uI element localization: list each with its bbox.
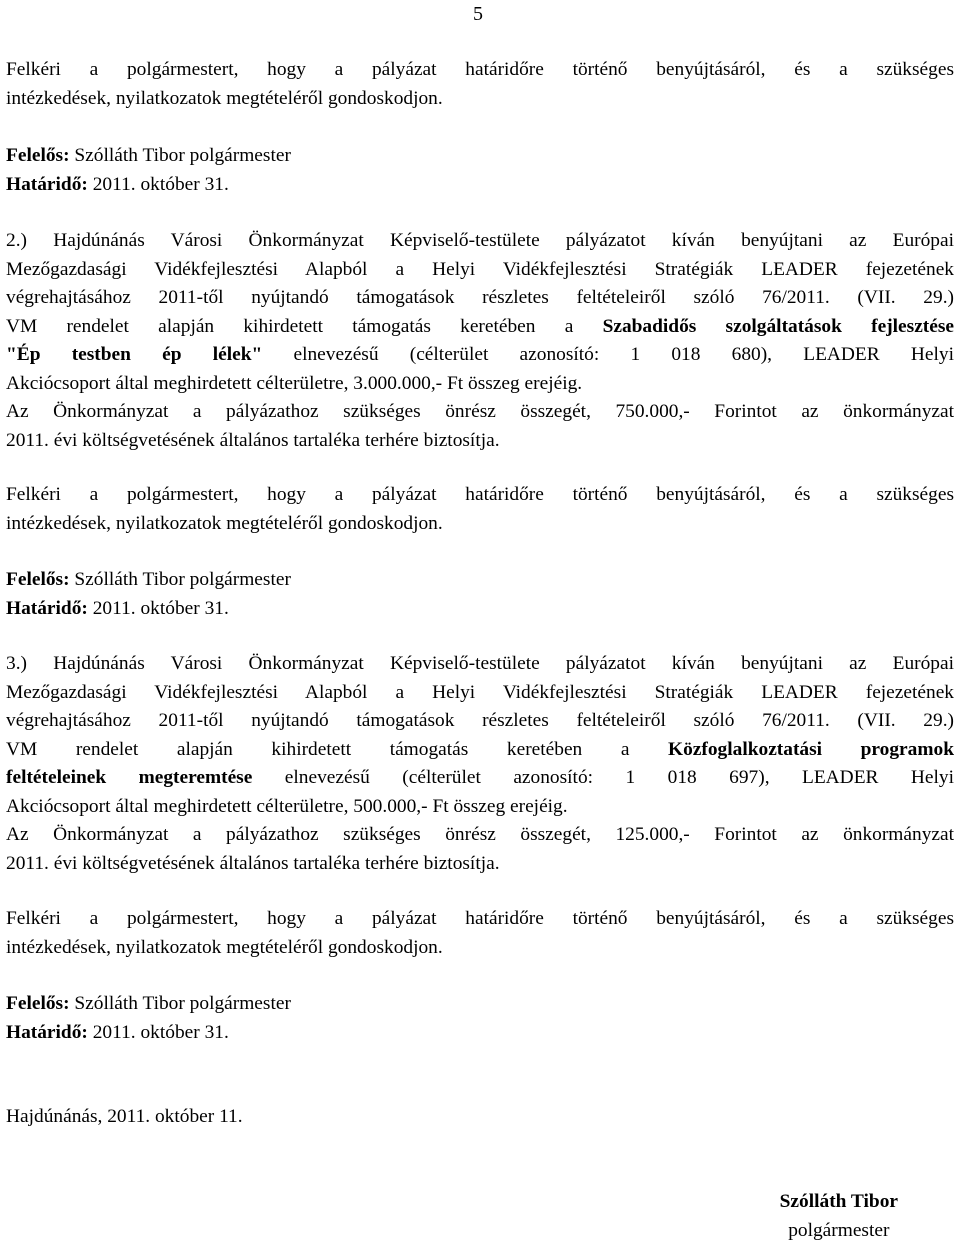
resolution-line: Akciócsoport által meghirdetett célterületre, 500.000,- Ft összeg erejéig. (6, 795, 568, 817)
responsible-value: Szólláth Tibor polgármester (74, 569, 291, 590)
request-line: intézkedések, nyilatkozatok megtételéről gondoskodjon. (6, 87, 443, 109)
resolution-line: "Ép testben ép lélek" elnevezésű (célterület azonosító: 1 018 680), LEADER Helyi (6, 344, 954, 365)
signature-name: Szólláth Tibor (779, 1191, 898, 1212)
resolution-line: végrehajtásához 2011-től nyújtandó támogatások részletes feltételeiről szóló 76/2011. (VII. 29.) (6, 710, 954, 731)
responsible-deadline-1 (6, 142, 954, 199)
project-title: "Ép testben ép lélek" (6, 344, 263, 365)
project-title: Közfoglalkoztatási programok (668, 738, 954, 760)
request-paragraph-3 (6, 905, 954, 962)
page-number: 5 (473, 3, 483, 25)
responsible-value: Szólláth Tibor polgármester (74, 993, 291, 1014)
deadline-label: Határidő: (6, 1021, 88, 1043)
signature-title: polgármester (788, 1219, 890, 1241)
place-date: Hajdúnánás, 2011. október 11. (6, 1106, 243, 1127)
resolution-line: 2011. évi költségvetésének általános tartaléka terhére biztosítja. (6, 429, 500, 451)
responsible-label: Felelős: (6, 993, 70, 1014)
request-line: Felkéri a polgármestert, hogy a pályázat határidőre történő benyújtásáról, és a szükséges (6, 484, 954, 505)
deadline-line (6, 1019, 954, 1048)
deadline-value: 2011. október 31. (92, 173, 229, 195)
responsible-deadline-2 (6, 566, 954, 623)
project-title: Szabadidős szolgáltatások fejlesztése (602, 315, 955, 337)
request-line: Felkéri a polgármestert, hogy a pályázat határidőre történő benyújtásáról, és a szükséges (6, 59, 954, 80)
resolution-line: 3.) Hajdúnánás Városi Önkormányzat Képviselő-testülete pályázatot kíván benyújtani az Európai (6, 653, 954, 674)
responsible-line (6, 566, 954, 595)
resolution-line: Az Önkormányzat a pályázathoz szükséges önrész összegét, 750.000,- Forintot az önkormányzat (6, 401, 954, 422)
request-line: intézkedések, nyilatkozatok megtételéről gondoskodjon. (6, 512, 443, 534)
resolution-line: VM rendelet alapján kihirdetett támogatás keretében a Közfoglalkoztatási programok (6, 738, 954, 760)
responsible-value: Szólláth Tibor polgármester (74, 145, 291, 166)
deadline-value: 2011. október 31. (92, 1021, 229, 1043)
responsible-line (6, 142, 954, 171)
resolution-3-text (6, 650, 954, 878)
deadline-line (6, 171, 954, 200)
deadline-line (6, 595, 954, 624)
deadline-value: 2011. október 31. (92, 597, 229, 619)
resolution-line: végrehajtásához 2011-től nyújtandó támogatások részletes feltételeiről szóló 76/2011. (VII. 29.) (6, 287, 954, 308)
request-line: Felkéri a polgármestert, hogy a pályázat határidőre történő benyújtásáról, és a szükséges (6, 908, 954, 929)
request-line: intézkedések, nyilatkozatok megtételéről gondoskodjon. (6, 936, 443, 958)
resolution-line: Akciócsoport által meghirdetett célterületre, 3.000.000,- Ft összeg erejéig. (6, 372, 583, 394)
resolution-line: VM rendelet alapján kihirdetett támogatás keretében a Szabadidős szolgáltatások fejlesztése (6, 315, 955, 337)
resolution-line: feltételeinek megteremtése elnevezésű (célterület azonosító: 1 018 697), LEADER Helyi (6, 767, 954, 788)
responsible-label: Felelős: (6, 145, 70, 166)
responsible-line (6, 990, 954, 1019)
resolution-line: Mezőgazdasági Vidékfejlesztési Alapból a Helyi Vidékfejlesztési Stratégiák LEADER fejezetének (6, 258, 954, 280)
deadline-label: Határidő: (6, 173, 88, 195)
resolution-line: 2.) Hajdúnánás Városi Önkormányzat Képviselő-testülete pályázatot kíván benyújtani az Európai (6, 230, 954, 251)
deadline-label: Határidő: (6, 597, 88, 619)
responsible-deadline-3 (6, 990, 954, 1047)
resolution-2-text (6, 227, 954, 455)
request-paragraph-1 (6, 56, 954, 113)
signature-block (780, 1188, 898, 1245)
request-paragraph-2 (6, 481, 954, 538)
resolution-line: Az Önkormányzat a pályázathoz szükséges önrész összegét, 125.000,- Forintot az önkormányzat (6, 824, 954, 845)
project-title: feltételeinek megteremtése (6, 767, 253, 788)
responsible-label: Felelős: (6, 569, 70, 590)
resolution-line: 2011. évi költségvetésének általános tartaléka terhére biztosítja. (6, 852, 500, 874)
resolution-line: Mezőgazdasági Vidékfejlesztési Alapból a Helyi Vidékfejlesztési Stratégiák LEADER fejezetének (6, 681, 954, 703)
